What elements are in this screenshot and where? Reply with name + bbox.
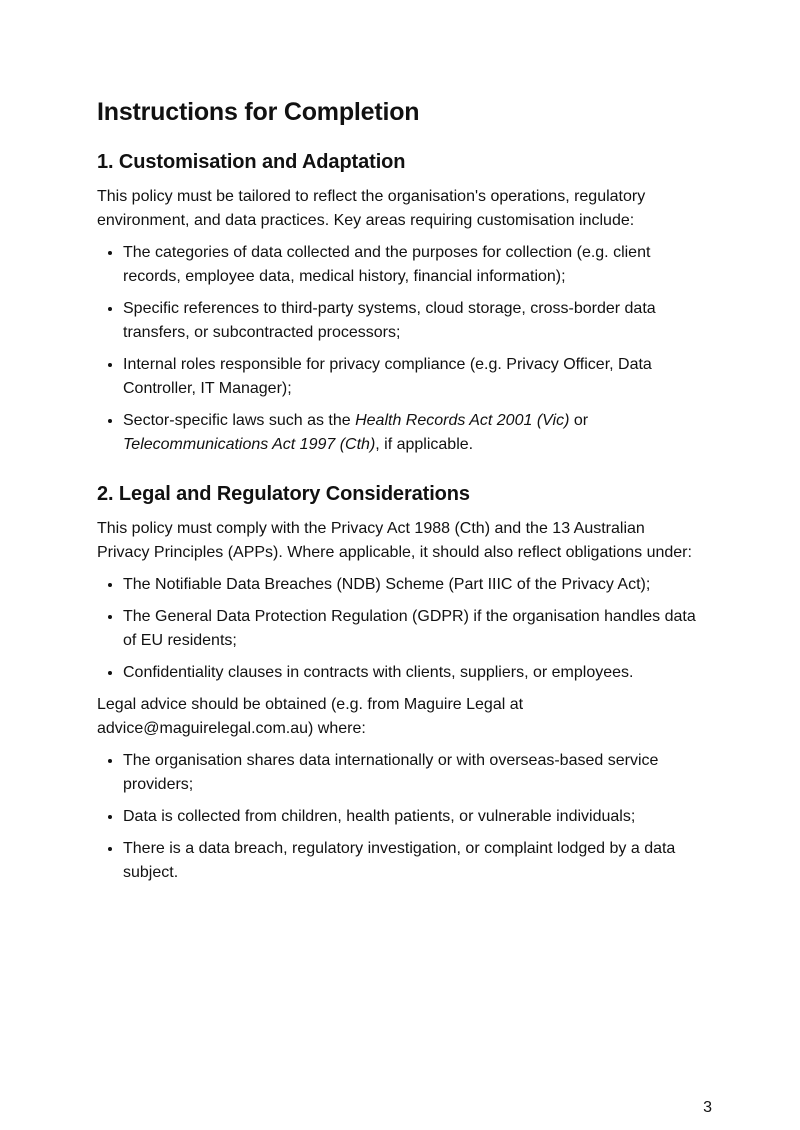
list-item: • Data is collected from children, health patients, or vulnerable individuals; xyxy=(123,805,697,829)
list-item: • The General Data Protection Regulation (GDPR) if the organisation handles data of EU residents; xyxy=(123,605,697,653)
customisation-list xyxy=(97,241,697,457)
section-intro-legal: This policy must comply with the Privacy Act 1988 (Cth) and the 13 Australian Privacy Principles (APPs). Where applicable, it should also reflect obligations under: xyxy=(97,520,692,561)
page-title: Instructions for Completion xyxy=(97,98,420,126)
page-number: 3 xyxy=(703,1099,712,1116)
list-item-text: Sector-specific laws such as the xyxy=(123,412,356,429)
list-item-text: or xyxy=(569,412,589,429)
legal-advice-list xyxy=(97,749,697,885)
list-item-text: , if applicable. xyxy=(375,436,474,453)
law-title-health-records: Health Records Act 2001 (Vic) xyxy=(355,412,570,429)
list-item-sector-laws xyxy=(123,409,697,457)
section-heading-customisation: 1. Customisation and Adaptation xyxy=(97,151,406,173)
document-page xyxy=(97,97,697,893)
list-item: • The organisation shares data internationally or with overseas-based service providers; xyxy=(123,749,697,797)
list-item: • The categories of data collected and the purposes for collection (e.g. client records, employee data, medical history, financial information); xyxy=(123,241,697,289)
section-heading-legal: 2. Legal and Regulatory Considerations xyxy=(97,483,470,505)
law-title-telecommunications: Telecommunications Act 1997 (Cth) xyxy=(123,436,376,453)
obligations-list xyxy=(97,573,697,685)
list-item: • Internal roles responsible for privacy compliance (e.g. Privacy Officer, Data Controller, IT Manager); xyxy=(123,353,697,401)
section-intro-customisation: This policy must be tailored to reflect the organisation's operations, regulatory environment, and data practices. Key areas requiring customisation include: xyxy=(97,188,646,229)
legal-advice-intro: Legal advice should be obtained (e.g. from Maguire Legal at advice@maguirelegal.com.au) where: xyxy=(97,696,524,737)
list-item: • The Notifiable Data Breaches (NDB) Scheme (Part IIIC of the Privacy Act); xyxy=(123,573,697,597)
list-item: • Confidentiality clauses in contracts with clients, suppliers, or employees. xyxy=(123,661,697,685)
list-item: • Specific references to third-party systems, cloud storage, cross-border data transfers, or subcontracted processors; xyxy=(123,297,697,345)
list-item: • There is a data breach, regulatory investigation, or complaint lodged by a data subject. xyxy=(123,837,697,885)
